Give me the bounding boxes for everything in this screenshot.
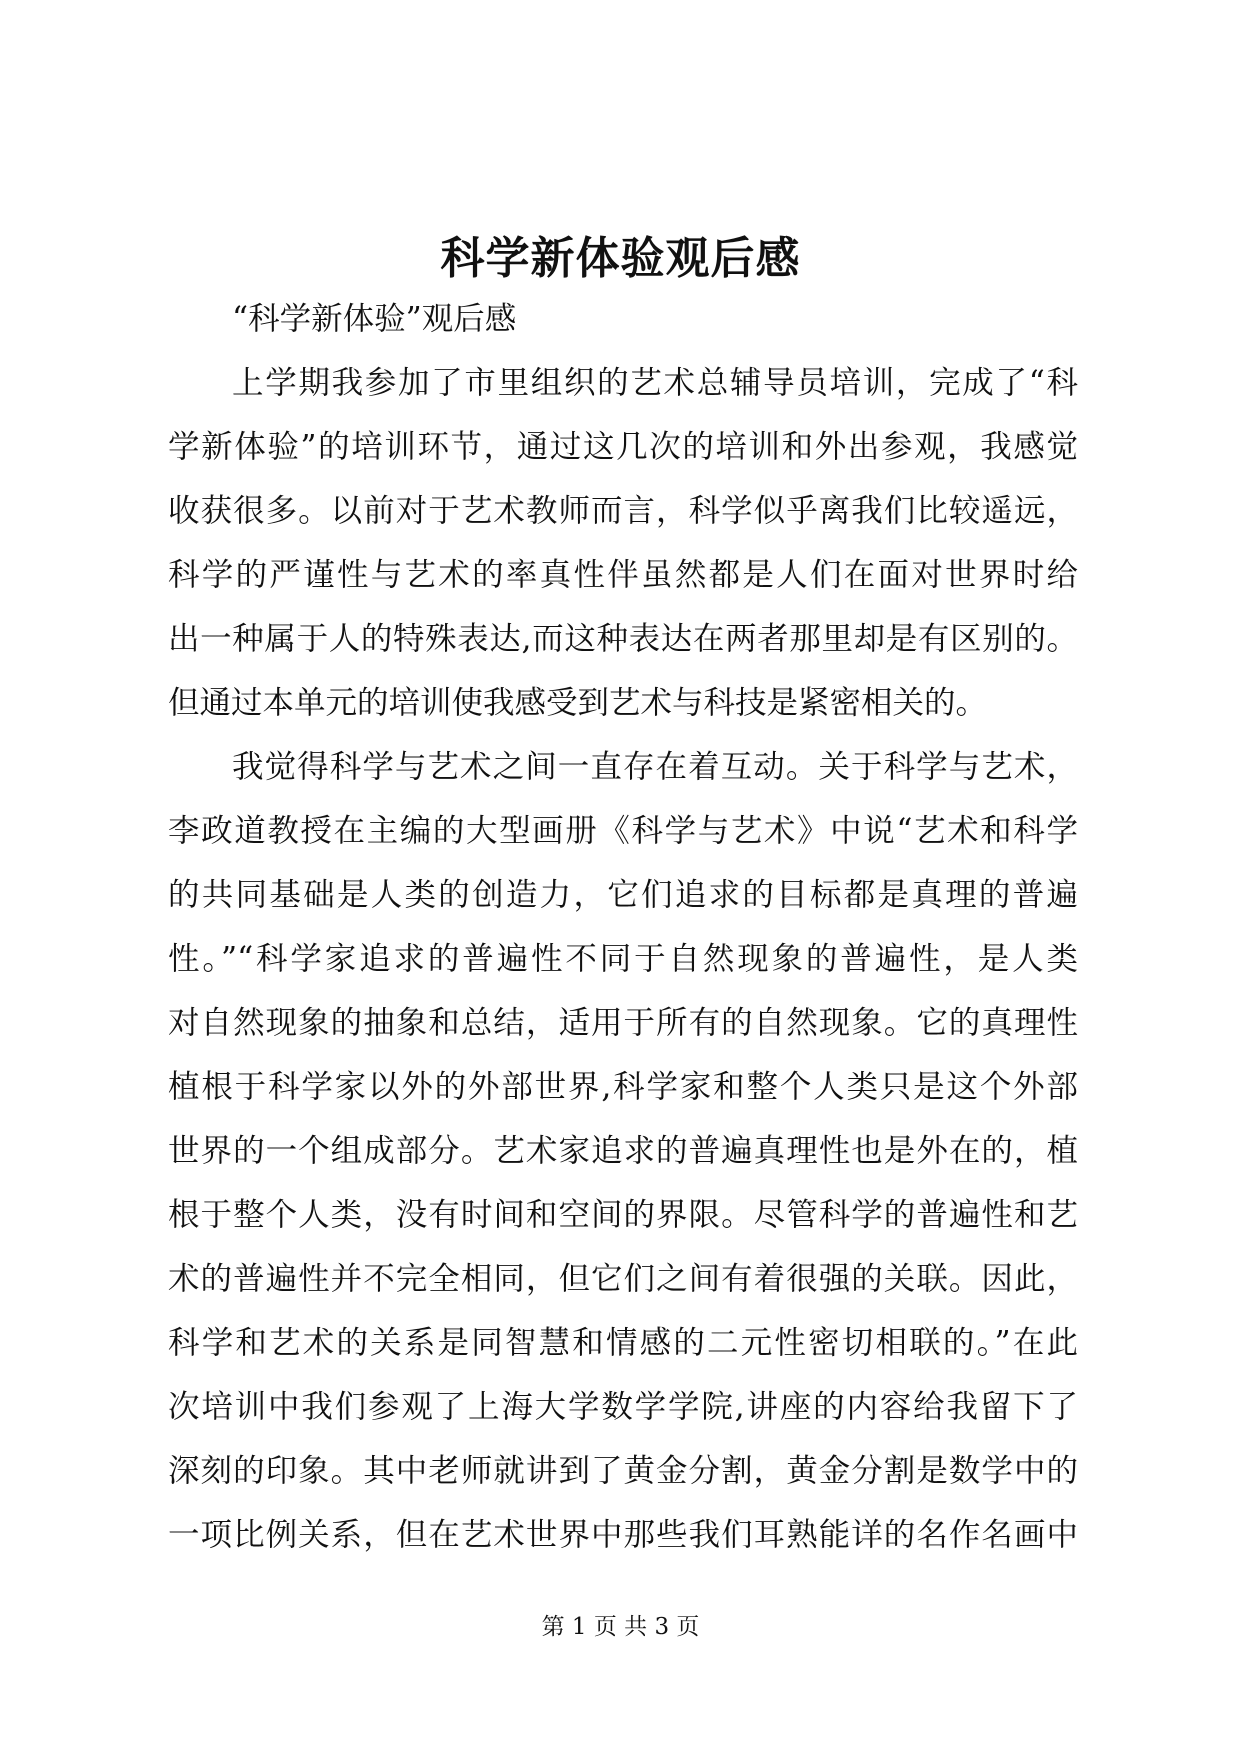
text-line: 上学期我参加了市里组织的艺术总辅导员培训，完成了“科 (232, 365, 1078, 401)
document-body (168, 287, 1078, 1567)
text-line: 科学的严谨性与艺术的率真性伴虽然都是人们在面对世界时给 (168, 557, 1078, 593)
text-line: 次培训中我们参观了上海大学数学学院,讲座的内容给我留下了 (168, 1389, 1078, 1425)
text-line: 世界的一个组成部分。艺术家追求的普遍真理性也是外在的，植 (168, 1133, 1078, 1169)
text-line: 的共同基础是人类的创造力，它们追求的目标都是真理的普遍 (168, 877, 1078, 913)
text-line: 但通过本单元的培训使我感受到艺术与科技是紧密相关的。 (168, 685, 988, 721)
text-line: 我觉得科学与艺术之间一直存在着互动。关于科学与艺术， (232, 749, 1078, 785)
text-line: 李政道教授在主编的大型画册《科学与艺术》中说“艺术和科学 (168, 813, 1078, 849)
text-line: 性。”“科学家追求的普遍性不同于自然现象的普遍性，是人类 (168, 941, 1078, 977)
page-footer: 第 1 页 共 3 页 (541, 1614, 700, 1640)
text-line: 术的普遍性并不完全相同，但它们之间有着很强的关联。因此， (168, 1261, 1078, 1297)
text-line: 出一种属于人的特殊表达,而这种表达在两者那里却是有区别的。 (168, 621, 1078, 657)
text-line: 植根于科学家以外的外部世界,科学家和整个人类只是这个外部 (168, 1069, 1078, 1105)
text-line: 一项比例关系，但在艺术世界中那些我们耳熟能详的名作名画中 (168, 1517, 1078, 1553)
text-line: 学新体验”的培训环节，通过这几次的培训和外出参观，我感觉 (168, 429, 1078, 465)
text-line: 收获很多。以前对于艺术教师而言，科学似乎离我们比较遥远， (168, 493, 1078, 529)
text-line: “科学新体验”观后感 (232, 301, 517, 337)
text-line: 科学和艺术的关系是同智慧和情感的二元性密切相联的。”在此 (168, 1325, 1078, 1361)
text-line: 对自然现象的抽象和总结，适用于所有的自然现象。它的真理性 (168, 1005, 1078, 1041)
document-title: 科学新体验观后感 (440, 233, 801, 284)
text-line: 根于整个人类，没有时间和空间的界限。尽管科学的普遍性和艺 (168, 1197, 1078, 1233)
text-line: 深刻的印象。其中老师就讲到了黄金分割，黄金分割是数学中的 (168, 1453, 1078, 1489)
